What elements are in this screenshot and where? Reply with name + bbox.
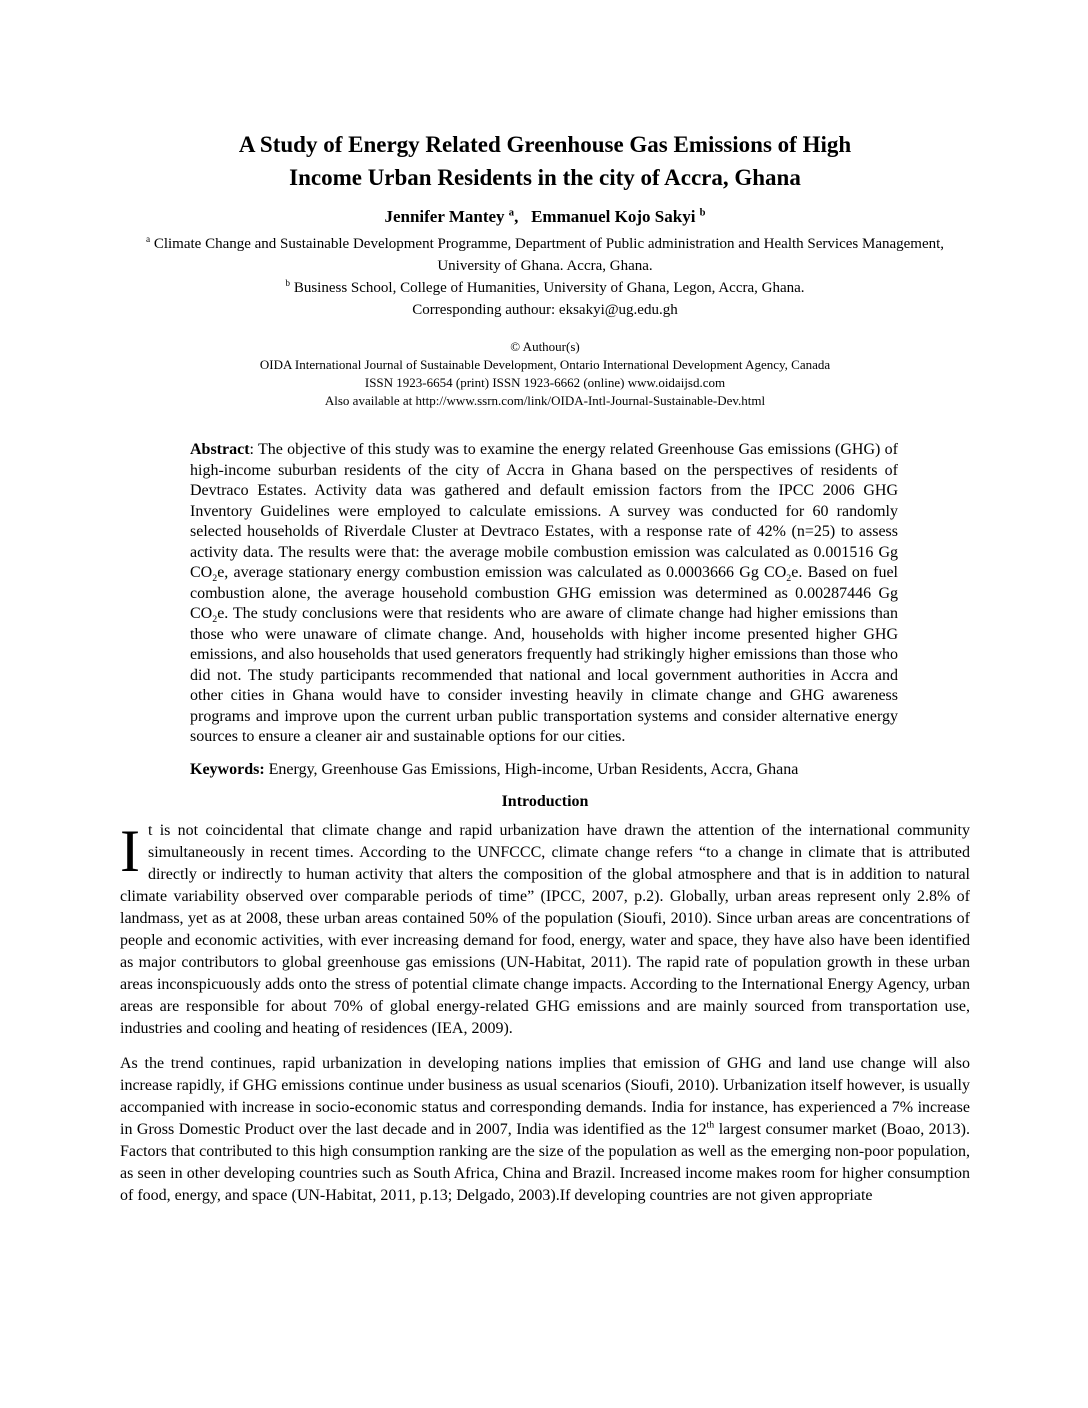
paper-title-line-1: A Study of Energy Related Greenhouse Gas Emissions of High [238,132,852,157]
intro-paragraph-2: As the trend continues, rapid urbanization in developing nations implies that emission of GHG and land use change will also increase rapidly, if GHG emissions continue under business as usual scenarios (Sioufi, 2010). Urbanization itself however, is usually accompanied with increase in socio-economic status and corresponding demands. India for instance, has experienced a 7% increase in Gross Domestic Product over the last decade and in 2007, India was identified as the 12th largest consumer market (Boao, 2013). Factors that contributed to this high consumption ranking are the size of the population as well as the emerging non-poor population, as seen in other developing countries such as South Africa, China and Brazil. Increased income makes room for higher consumption of food, energy, and space (UN-Habitat, 2011, p.13; Delgado, 2003).If developing countries are not given appropriate [120,1054,971,1204]
imprint-block [120,338,970,410]
paper-title-line-2: Income Urban Residents in the city of Accra, Ghana [289,165,801,190]
section-heading-introduction: Introduction [501,792,589,810]
affiliations-block [120,233,970,321]
authors-line: Jennifer Mantey $^a$, Emmanuel Kojo Sakyi $^b$ [384,207,706,226]
paper-title [120,128,970,194]
affiliation-a: $^a$ Climate Change and Sustainable Development Programme, Department of Public administration and Health Services Management, University of Ghana. Accra, Ghana. [145,235,945,274]
imprint-copyright: © Authour(s) [510,339,580,354]
affiliation-b: $^b$ Business School, College of Humanities, University of Ghana, Legon, Accra, Ghana. [285,279,805,296]
intro-paragraph-1 [120,817,970,1040]
keywords-line: Keywords: Energy, Greenhouse Gas Emissions, High-income, Urban Residents, Accra, Ghana [190,760,799,778]
drop-cap: I [120,817,140,884]
imprint-journal: OIDA International Journal of Sustainable Development, Ontario International Development Agency, Canada [259,357,831,372]
imprint-availability: Also available at http://www.ssrn.com/link/OIDA-Intl-Journal-Sustainable-Dev.html [324,393,766,408]
corresponding-author: Corresponding authour: eksakyi@ug.edu.gh [412,302,678,318]
abstract-paragraph: Abstract: The objective of this study was to examine the energy related Greenhouse Gas emissions (GHG) of high-income suburban residents of the city of Accra in Ghana based on the perspectives of residents of Devtraco Estates. Activity data was gathered and default emission factors from the IPCC 2006 GHG Inventory Guidelines were employed to calculate emissions. A survey was conducted for 60 randomly selected households of Riverdale Cluster at Devtraco Estates, with a response rate of 42% (n=25) to assess activity data. The results were that: the average mobile combustion emission was calculated as 0.001516 Gg $CO_2e$, average stationary energy combustion emission was calculated as 0.0003666 Gg $CO_2e$. Based on fuel combustion alone, the average household combustion GHG emission was determined as 0.00287446 Gg $CO_2e$. The study conclusions were that residents who are aware of climate change had higher emissions than those who were unaware of climate change. And, households with higher income presented higher GHG emissions, and also households that used generators frequently had strikingly higher emissions than those who did not. The study participants recommended that national and local government authorities in Accra and other cities in Ghana would have to consider investing heavily in climate change and GHG awareness programs and improve upon the current urban public transportation systems and consider alternative energy sources to ensure a cleaner air and sustainable options for our cities. [190,441,899,745]
imprint-issn: ISSN 1923-6654 (print) ISSN 1923-6662 (online) www.oidaijsd.com [364,375,726,390]
intro-paragraph-1-text: t is not coincidental that climate change and rapid urbanization have drawn the attention of the international community simultaneously in recent times. According to the UNFCCC, climate change refers “to a change in climate that is attributed directly or indirectly to human activity that alters the composition of the global atmosphere and that is in addition to natural climate variability observed over comparable periods of time” (IPCC, 2007, p.2). Globally, urban areas represent only 2.8% of landmass, yet as at 2008, these urban areas contained 50% of the population (Sioufi, 2010). Since urban areas are concentrations of people and economic activities, with ever increasing demand for food, energy, water and space, they have also have been identified as major contributors to global greenhouse gas emissions (UN-Habitat, 2011). The rapid rate of population growth in these urban areas inconspicuously adds onto the stress of potential climate change impacts. According to the International Energy Agency, urban areas are responsible for about 70% of global energy-related GHG emissions and are mainly sourced from transportation use, industries and cooling and heating of residences (IEA, 2009). [120,821,970,1037]
